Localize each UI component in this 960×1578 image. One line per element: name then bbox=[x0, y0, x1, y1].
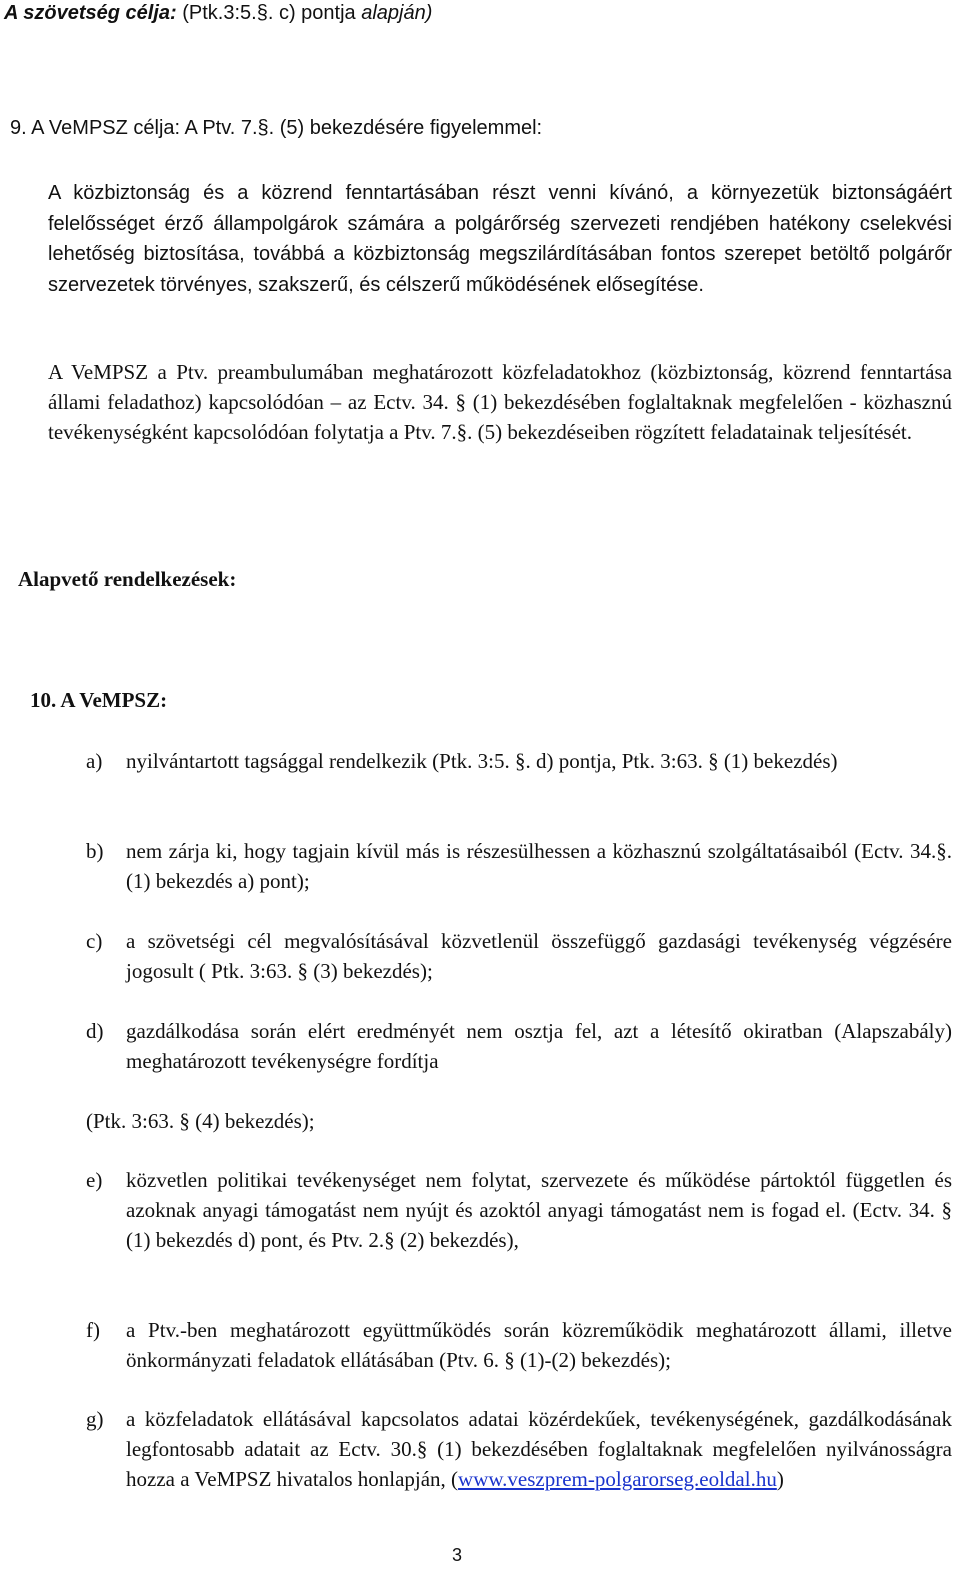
section-9-paragraph-1: A közbiztonság és a közrend fenntartásában részt venni kívánó, a környezetük biztonságáért felelősséget érző állampolgárok számára a polgárőrség szervezeti rendjében hatékony cselekvési lehetőség biztosítása, továbbá a közbiztonság megszilárdításában fontos szerepet betöltő polgárőr szervezetek törvényes, szakszerű, és célszerű működésének elősegítése. bbox=[48, 182, 952, 296]
list-item-text: a szövetségi cél megvalósításával közvetlenül összefüggő gazdasági tevékenység végzésére jogosult ( Ptk. 3:63. § (3) bekezdés); bbox=[126, 929, 952, 983]
list-item bbox=[86, 1404, 952, 1494]
list-item-text bbox=[126, 1404, 952, 1494]
list-item-text: gazdálkodása során elért eredményét nem osztja fel, azt a létesítő okiratban (Alapszabály) meghatározott tevékenységre fordítja bbox=[126, 1019, 952, 1073]
link-close-paren: ) bbox=[776, 1467, 784, 1491]
list-item-label: c) bbox=[86, 929, 103, 953]
list-item bbox=[86, 1165, 952, 1255]
page-number: 3 bbox=[452, 1545, 463, 1565]
list-item-text: (Ptk. 3:63. § (4) bekezdés); bbox=[86, 1109, 315, 1133]
purpose-heading bbox=[4, 2, 432, 25]
section-10-heading: 10. A VeMPSZ: bbox=[30, 688, 168, 712]
list-item bbox=[86, 926, 952, 986]
section-title-b: rendelkezések: bbox=[98, 567, 237, 591]
list-item-text: a Ptv.-ben meghatározott együttműködés során közreműködik meghatározott állami, illetve önkormányzati feladatok ellátásában (Ptv. 6. § (1)-(2) bekezdés); bbox=[126, 1318, 952, 1372]
list-item bbox=[86, 746, 952, 776]
purpose-heading-basis: alapján) bbox=[361, 2, 433, 24]
list-item-label: d) bbox=[86, 1019, 104, 1043]
list-item-label: f) bbox=[86, 1318, 100, 1342]
list-item-text: nem zárja ki, hogy tagjain kívül más is részesülhessen a közhasznú szolgáltatásaiból (Ectv. 34.§. (1) bekezdés a) pont); bbox=[126, 839, 952, 893]
list-item bbox=[86, 836, 952, 896]
section-9-paragraph-2: A VeMPSZ a Ptv. preambulumában meghatározott közfeladatokhoz (közbiztonság, közrend fenntartása állami feladathoz) kapcsolódóan – az Ectv. 34. § (1) bekezdésében foglaltaknak megfelelően - közhasznú tevékenységként kapcsolódóan folytatja a Ptv. 7.§. (5) bekezdéseiben rögzített feladatainak teljesítését. bbox=[48, 360, 952, 444]
list-item-label: b) bbox=[86, 839, 104, 863]
purpose-heading-ref: (Ptk.3:5.§. c) pontja bbox=[176, 2, 362, 24]
list-item-label: g) bbox=[86, 1407, 104, 1431]
list-item-continuation bbox=[86, 1106, 952, 1136]
list-item-text-body: a közfeladatok ellátásával kapcsolatos adatai közérdekűek, tevékenységének, gazdálkodásának legfontosabb adatait az Ectv. 30.§ (1) bekezdésében foglaltaknak megfelelően nyilvánosságra hozza a VeMPSZ hivatalos honlapján, ( bbox=[126, 1407, 952, 1491]
purpose-heading-label: A szövetség célja: bbox=[4, 2, 177, 24]
list-item-label: a) bbox=[86, 749, 103, 773]
section-title-a: Alapvető bbox=[18, 567, 99, 591]
list-item bbox=[86, 1315, 952, 1375]
section-9-heading: 9. A VeMPSZ célja: A Ptv. 7.§. (5) bekezdésére figyelemmel: bbox=[10, 117, 543, 139]
list-item-label: e) bbox=[86, 1168, 103, 1192]
section-title bbox=[18, 567, 236, 592]
list-item-text: közvetlen politikai tevékenységet nem folytat, szervezete és működése pártoktól független és azoknak anyagi támogatást nem nyújt és azoktól anyagi támogatást nem is fogad el. (Ectv. 34. § (1) bekezdés d) pont, és Ptv. 2.§ (2) bekezdés), bbox=[126, 1168, 952, 1252]
website-link[interactable]: www.veszprem-polgarorseg.eoldal.hu bbox=[458, 1467, 777, 1491]
list-item bbox=[86, 1016, 952, 1076]
list-item-text: nyilvántartott tagsággal rendelkezik (Ptk. 3:5. §. d) pontja, Ptk. 3:63. § (1) bekezdés) bbox=[126, 749, 838, 773]
